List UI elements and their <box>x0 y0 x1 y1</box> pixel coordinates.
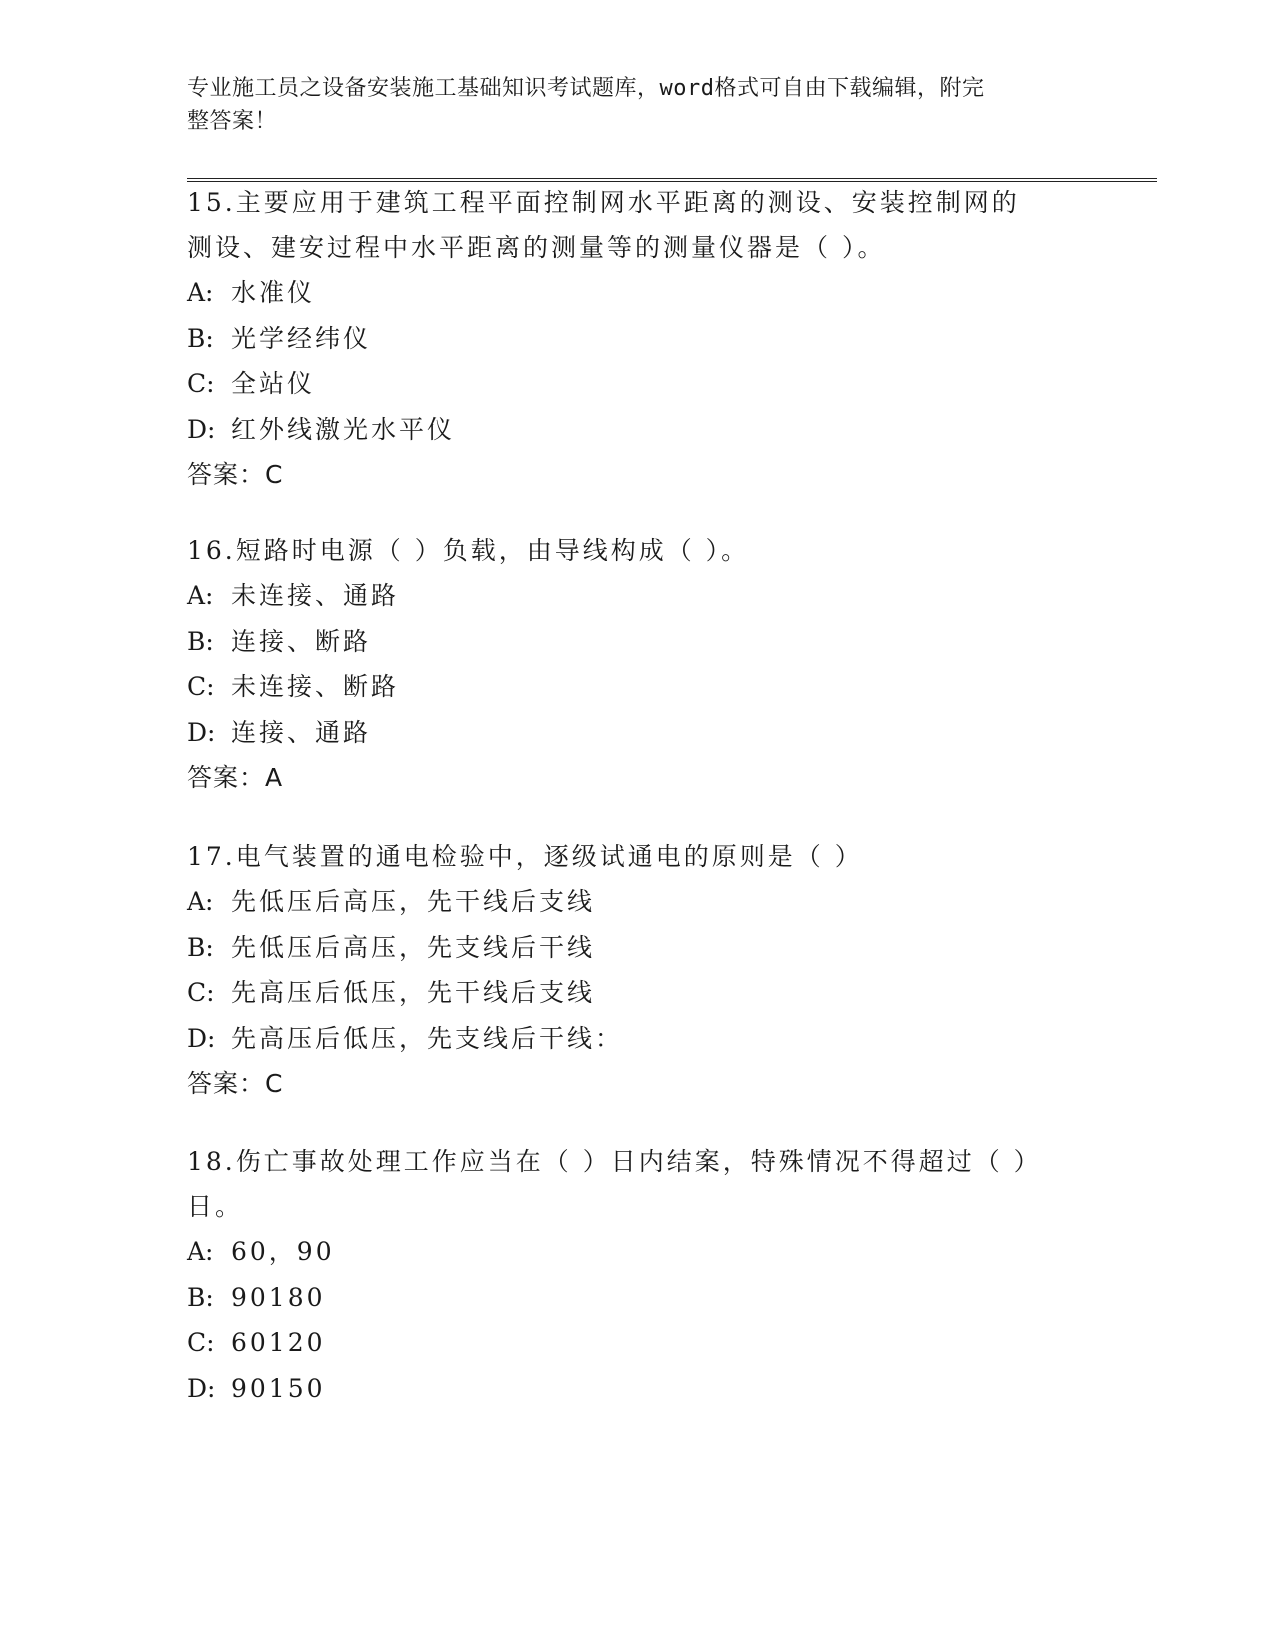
option-text: 连接、断路 <box>231 626 372 656</box>
option-letter: D: <box>187 414 216 444</box>
question-16 <box>187 528 1087 800</box>
option-letter: C: <box>187 978 215 1007</box>
option-letter: D: <box>187 717 216 747</box>
question-17 <box>187 834 1087 1106</box>
option-text: 先高压后低压，先干线后支线 <box>231 978 596 1007</box>
option-c <box>187 970 1087 1016</box>
option-d <box>187 710 1087 756</box>
option-letter: B: <box>187 626 214 656</box>
question-stem: 17.电气装置的通电检验中，逐级试通电的原则是（ ） <box>187 842 863 871</box>
option-c <box>187 1320 1087 1366</box>
option-letter: C: <box>187 369 215 398</box>
option-c <box>187 664 1087 710</box>
option-letter: C: <box>187 1328 215 1357</box>
option-letter: A: <box>187 581 214 610</box>
option-text: 连接、通路 <box>231 717 372 747</box>
option-b <box>187 925 1087 971</box>
option-text: 先低压后高压，先支线后干线 <box>231 932 596 962</box>
option-text: 90180 <box>231 1282 326 1312</box>
question-stem: 18.伤亡事故处理工作应当在（ ）日内结案，特殊情况不得超过（ ）日。 <box>187 1147 1042 1221</box>
option-letter: B: <box>187 932 214 962</box>
option-a <box>187 270 1087 316</box>
question-18 <box>187 1139 1087 1411</box>
option-b <box>187 1275 1087 1321</box>
option-a <box>187 879 1087 925</box>
option-b <box>187 619 1087 665</box>
question-stem: 16.短路时电源（ ）负载，由导线构成（ ）。 <box>187 536 750 565</box>
option-a <box>187 573 1087 619</box>
document-page <box>187 0 1157 1650</box>
answer: 答案：C <box>187 460 284 489</box>
option-text: 60，90 <box>231 1237 335 1266</box>
option-d <box>187 1016 1087 1062</box>
question-15 <box>187 180 1087 497</box>
answer: 答案：C <box>187 1069 284 1098</box>
document-header <box>187 72 1067 138</box>
option-text: 全站仪 <box>231 369 316 398</box>
option-letter: A: <box>187 278 214 307</box>
answer: 答案：A <box>187 763 284 792</box>
option-letter: A: <box>187 887 214 916</box>
header-line-1: 专业施工员之设备安装施工基础知识考试题库，word格式可自由下载编辑，附完 <box>187 76 985 101</box>
option-text: 60120 <box>231 1328 326 1357</box>
option-text: 先高压后低压，先支线后干线： <box>231 1023 624 1053</box>
header-line-2: 整答案！ <box>187 109 278 134</box>
option-letter: C: <box>187 672 215 701</box>
option-d <box>187 1366 1087 1412</box>
option-text: 红外线激光水平仪 <box>231 414 456 444</box>
option-letter: B: <box>187 323 214 353</box>
option-text: 光学经纬仪 <box>231 323 372 353</box>
option-letter: B: <box>187 1282 214 1312</box>
option-letter: A: <box>187 1237 214 1266</box>
option-text: 未连接、断路 <box>231 672 400 701</box>
option-text: 未连接、通路 <box>231 581 400 610</box>
option-text: 水准仪 <box>231 278 316 307</box>
option-text: 先低压后高压，先干线后支线 <box>231 887 596 916</box>
option-c <box>187 361 1087 407</box>
option-letter: D: <box>187 1023 216 1053</box>
option-letter: D: <box>187 1373 216 1403</box>
question-stem: 15.主要应用于建筑工程平面控制网水平距离的测设、安装控制网的测设、建安过程中水平距离的测量等的测量仪器是（ ）。 <box>187 188 1020 262</box>
option-text: 90150 <box>231 1373 326 1403</box>
option-a <box>187 1229 1087 1275</box>
option-b <box>187 316 1087 362</box>
option-d <box>187 407 1087 453</box>
